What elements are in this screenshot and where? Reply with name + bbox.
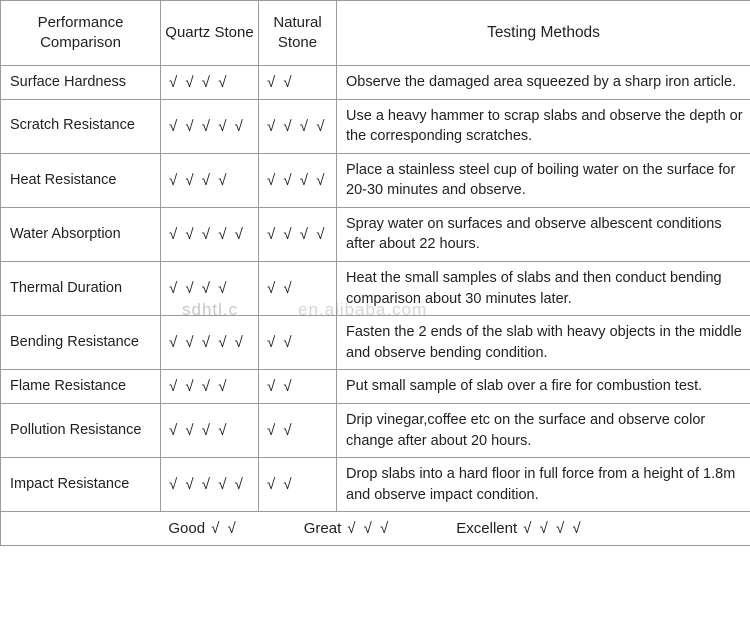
legend-ticks: √ √ xyxy=(211,520,238,538)
row-property-label: Flame Resistance xyxy=(1,370,161,404)
row-testing-method: Place a stainless steel cup of boiling water on the surface for 20-30 minutes and observe. xyxy=(337,153,750,207)
row-testing-method: Put small sample of slab over a fire for combustion test. xyxy=(337,370,750,404)
row-quartz-rating: √ √ √ √ √ xyxy=(161,316,259,370)
watermark-text-left: sdhtl.c xyxy=(182,300,239,319)
row-property-label: Water Absorption xyxy=(1,207,161,261)
legend-label: Great xyxy=(303,520,342,538)
table-body xyxy=(1,66,750,512)
row-natural-rating: √ √ xyxy=(259,458,337,512)
row-property-label: Bending Resistance xyxy=(1,316,161,370)
legend-cell xyxy=(1,512,750,546)
table-header xyxy=(1,1,750,66)
row-natural-rating: √ √ √ √ xyxy=(259,153,337,207)
table-row xyxy=(1,316,750,370)
table-row xyxy=(1,262,750,316)
legend-item-excellent xyxy=(456,520,582,537)
row-natural-rating: √ √ √ √ xyxy=(259,99,337,153)
row-quartz-rating: √ √ √ √ xyxy=(161,403,259,457)
row-quartz-rating: √ √ √ √ √ xyxy=(161,458,259,512)
row-natural-rating: √ √ √ √ xyxy=(259,207,337,261)
table-row xyxy=(1,153,750,207)
table-row xyxy=(1,207,750,261)
table-row xyxy=(1,370,750,404)
row-quartz-rating: √ √ √ √ √ xyxy=(161,99,259,153)
row-quartz-rating: √ √ √ √ xyxy=(161,66,259,100)
row-natural-rating: √ √ xyxy=(259,316,337,370)
row-quartz-rating: √ √ √ √ xyxy=(161,370,259,404)
row-testing-method: Spray water on surfaces and observe albescent conditions after about 22 hours. xyxy=(337,207,750,261)
table-footer xyxy=(1,512,750,546)
table-row xyxy=(1,99,750,153)
table-row xyxy=(1,458,750,512)
header-natural-stone: Natural Stone xyxy=(259,1,337,66)
row-quartz-rating: √ √ √ √ xyxy=(161,262,259,316)
legend-item-good xyxy=(168,520,237,537)
row-property-label: Impact Resistance xyxy=(1,458,161,512)
row-natural-rating: √ √ xyxy=(259,66,337,100)
header-performance-comparison: Performance Comparison xyxy=(1,1,161,66)
row-quartz-rating: √ √ √ √ √ xyxy=(161,207,259,261)
row-testing-method: Observe the damaged area squeezed by a sharp iron article. xyxy=(337,66,750,100)
legend-label: Excellent xyxy=(456,520,518,538)
legend-ticks: √ √ √ √ xyxy=(523,520,583,538)
row-testing-method: Drip vinegar,coffee etc on the surface and observe color change after about 20 hours. xyxy=(337,403,750,457)
row-natural-rating: √ √ xyxy=(259,403,337,457)
row-property-label: Scratch Resistance xyxy=(1,99,161,153)
header-quartz-stone: Quartz Stone xyxy=(161,1,259,66)
row-property-label: Surface Hardness xyxy=(1,66,161,100)
legend-row xyxy=(1,512,750,546)
row-testing-method: Use a heavy hammer to scrap slabs and observe the depth or the corresponding scratches. xyxy=(337,99,750,153)
row-property-label: Thermal Duration xyxy=(1,262,161,316)
legend-label: Good xyxy=(168,520,206,538)
row-testing-method: Fasten the 2 ends of the slab with heavy objects in the middle and observe bending condition. xyxy=(337,316,750,370)
row-quartz-rating: √ √ √ √ xyxy=(161,153,259,207)
legend-ticks: √ √ √ xyxy=(347,520,391,538)
legend-item-great xyxy=(304,520,391,537)
row-property-label: Heat Resistance xyxy=(1,153,161,207)
table-header-row xyxy=(1,1,750,66)
row-testing-method: Drop slabs into a hard floor in full force from a height of 1.8m and observe impact condition. xyxy=(337,458,750,512)
watermark-text-right: en.alibaba.com xyxy=(298,300,428,319)
row-property-label: Pollution Resistance xyxy=(1,403,161,457)
row-natural-rating: √ √ xyxy=(259,262,337,316)
row-natural-rating: √ √ xyxy=(259,370,337,404)
table-row xyxy=(1,66,750,100)
header-testing-methods: Testing Methods xyxy=(337,1,750,66)
table-row xyxy=(1,403,750,457)
row-testing-method: Heat the small samples of slabs and then conduct bending comparison about 30 minutes later. xyxy=(337,262,750,316)
